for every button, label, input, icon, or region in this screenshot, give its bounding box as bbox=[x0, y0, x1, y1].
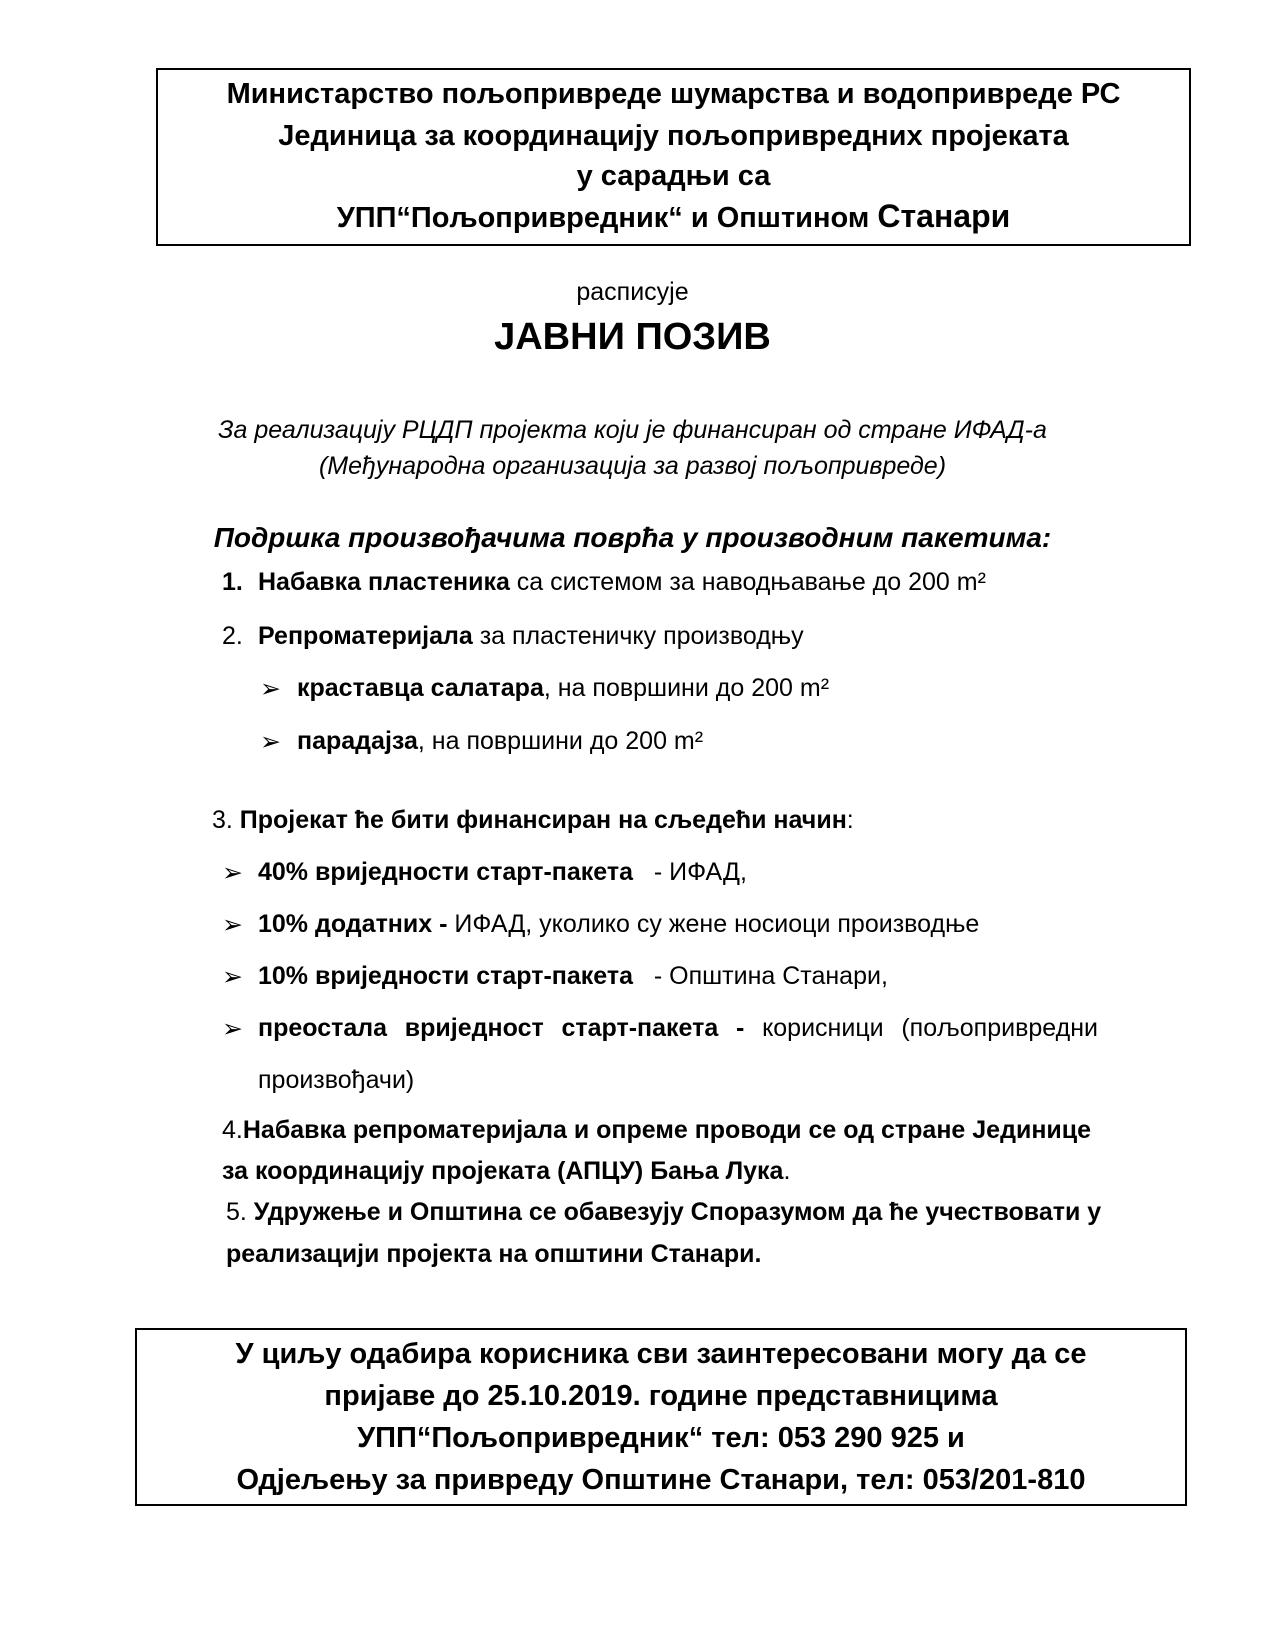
item4-line2 bbox=[222, 1157, 790, 1186]
funding-word: корисници bbox=[762, 1014, 884, 1042]
item1-number: 1. bbox=[222, 568, 243, 596]
bullet-arrow-icon: ➢ bbox=[222, 963, 243, 991]
header-partners bbox=[158, 198, 1189, 235]
sub-item-rest: , на површини до 200 m² bbox=[417, 727, 704, 755]
item1-bold: Набавка пластеника bbox=[258, 568, 510, 596]
item5-line1 bbox=[226, 1198, 1101, 1227]
footer-line2: пријаве до 25.10.2019. године представницима bbox=[324, 1380, 998, 1412]
bullet-arrow-icon: ➢ bbox=[260, 728, 281, 756]
funding-item bbox=[258, 910, 979, 939]
funding-item bbox=[258, 858, 747, 887]
item5-line2: реализацији пројекта на општини Станари. bbox=[226, 1240, 762, 1268]
item1-text bbox=[258, 568, 986, 597]
item3-text bbox=[212, 806, 854, 835]
footer-line1: У циљу одабира корисника сви заинтересовани могу да се bbox=[235, 1338, 1087, 1370]
funding-word: преостала bbox=[258, 1014, 388, 1042]
header-ministry: Министарство пољопривреде шумарства и водопривреде РС bbox=[226, 78, 1121, 110]
item3-bold: Пројекат ће бити финансиран на сљедећи начин bbox=[239, 806, 847, 834]
sub-item-cucumber bbox=[297, 674, 829, 703]
funding-word: старт-пакета bbox=[561, 1014, 719, 1042]
item4-line1 bbox=[222, 1116, 1091, 1145]
item2-rest: за пластеничку производњу bbox=[472, 622, 804, 650]
subtitle-line1: За реализацију РЦДП пројекта који је финансиран од стране ИФАД-а bbox=[218, 416, 1047, 444]
footer-box bbox=[135, 1328, 1187, 1506]
funding-item-last-line2: произвођачи) bbox=[258, 1066, 415, 1094]
item2-bold: Репроматеријала bbox=[258, 622, 473, 650]
announce-text: расписује bbox=[576, 278, 689, 306]
sub-item-tomato bbox=[297, 727, 703, 756]
funding-rest: - Општина Станари, bbox=[633, 962, 888, 990]
footer-line3: УПП“Пољопривредник“ тел: 053 290 925 и bbox=[357, 1422, 965, 1454]
funding-word: - bbox=[736, 1014, 745, 1042]
header-unit: Јединица за координацију пољопривредних пројеката bbox=[278, 120, 1069, 152]
item4-bold-2: за координацију пројеката (АПЦУ) Бања Лука bbox=[222, 1157, 784, 1185]
funding-word: (пољопривредни bbox=[901, 1014, 1098, 1042]
funding-bold: 10% вриједности старт-пакета bbox=[258, 962, 634, 990]
item3-number: 3. bbox=[212, 806, 240, 834]
bullet-arrow-icon: ➢ bbox=[222, 911, 243, 939]
header-cooperation: у сарадњи са bbox=[576, 160, 771, 192]
sub-item-bold: краставца салатара bbox=[297, 674, 544, 702]
item3-rest: : bbox=[846, 806, 854, 834]
item2-number: 2. bbox=[222, 622, 243, 650]
funding-bold: 40% вриједности старт-пакета bbox=[258, 858, 634, 886]
item5-number: 5. bbox=[226, 1198, 254, 1226]
page-title: ЈАВНИ ПОЗИВ bbox=[494, 316, 771, 358]
item4-bold: Набавка репроматеријала и опреме проводи се од стране Јединице bbox=[242, 1116, 1092, 1144]
subtitle-line2: (Међународна организација за развој пољопривреде) bbox=[318, 452, 947, 480]
funding-item bbox=[258, 962, 888, 991]
funding-item-last bbox=[258, 1014, 1098, 1043]
item1-rest: са системом за наводњавање до 200 m² bbox=[509, 568, 986, 596]
bullet-arrow-icon: ➢ bbox=[260, 675, 281, 703]
sub-item-rest: , на површини до 200 m² bbox=[543, 674, 830, 702]
bullet-arrow-icon: ➢ bbox=[222, 1015, 243, 1043]
funding-bold: 10% додатних - bbox=[258, 910, 455, 938]
funding-rest: - ИФАД, bbox=[633, 858, 747, 886]
footer-line4: Одјељењу за привреду Општине Станари, тел: 053/201-810 bbox=[236, 1464, 1086, 1496]
header-partners-text: УПП“Пољопривредник“ и Општином bbox=[336, 202, 878, 234]
funding-rest: ИФАД, уколико су жене носиоци производње bbox=[454, 910, 980, 938]
item2-text bbox=[258, 622, 804, 651]
item4-number: 4. bbox=[222, 1116, 243, 1144]
header-stanari: Станари bbox=[877, 198, 1011, 234]
item4-period: . bbox=[783, 1157, 791, 1185]
header-box bbox=[156, 68, 1191, 246]
item5-bold: Удружење и Општина се обавезују Споразумом да ће учествовати у bbox=[253, 1198, 1102, 1226]
support-heading: Подршка произвођачима поврћа у производним пакетима: bbox=[213, 522, 1052, 553]
funding-word: вриједност bbox=[404, 1014, 544, 1042]
bullet-arrow-icon: ➢ bbox=[222, 859, 243, 887]
sub-item-bold: парадајза bbox=[297, 727, 418, 755]
